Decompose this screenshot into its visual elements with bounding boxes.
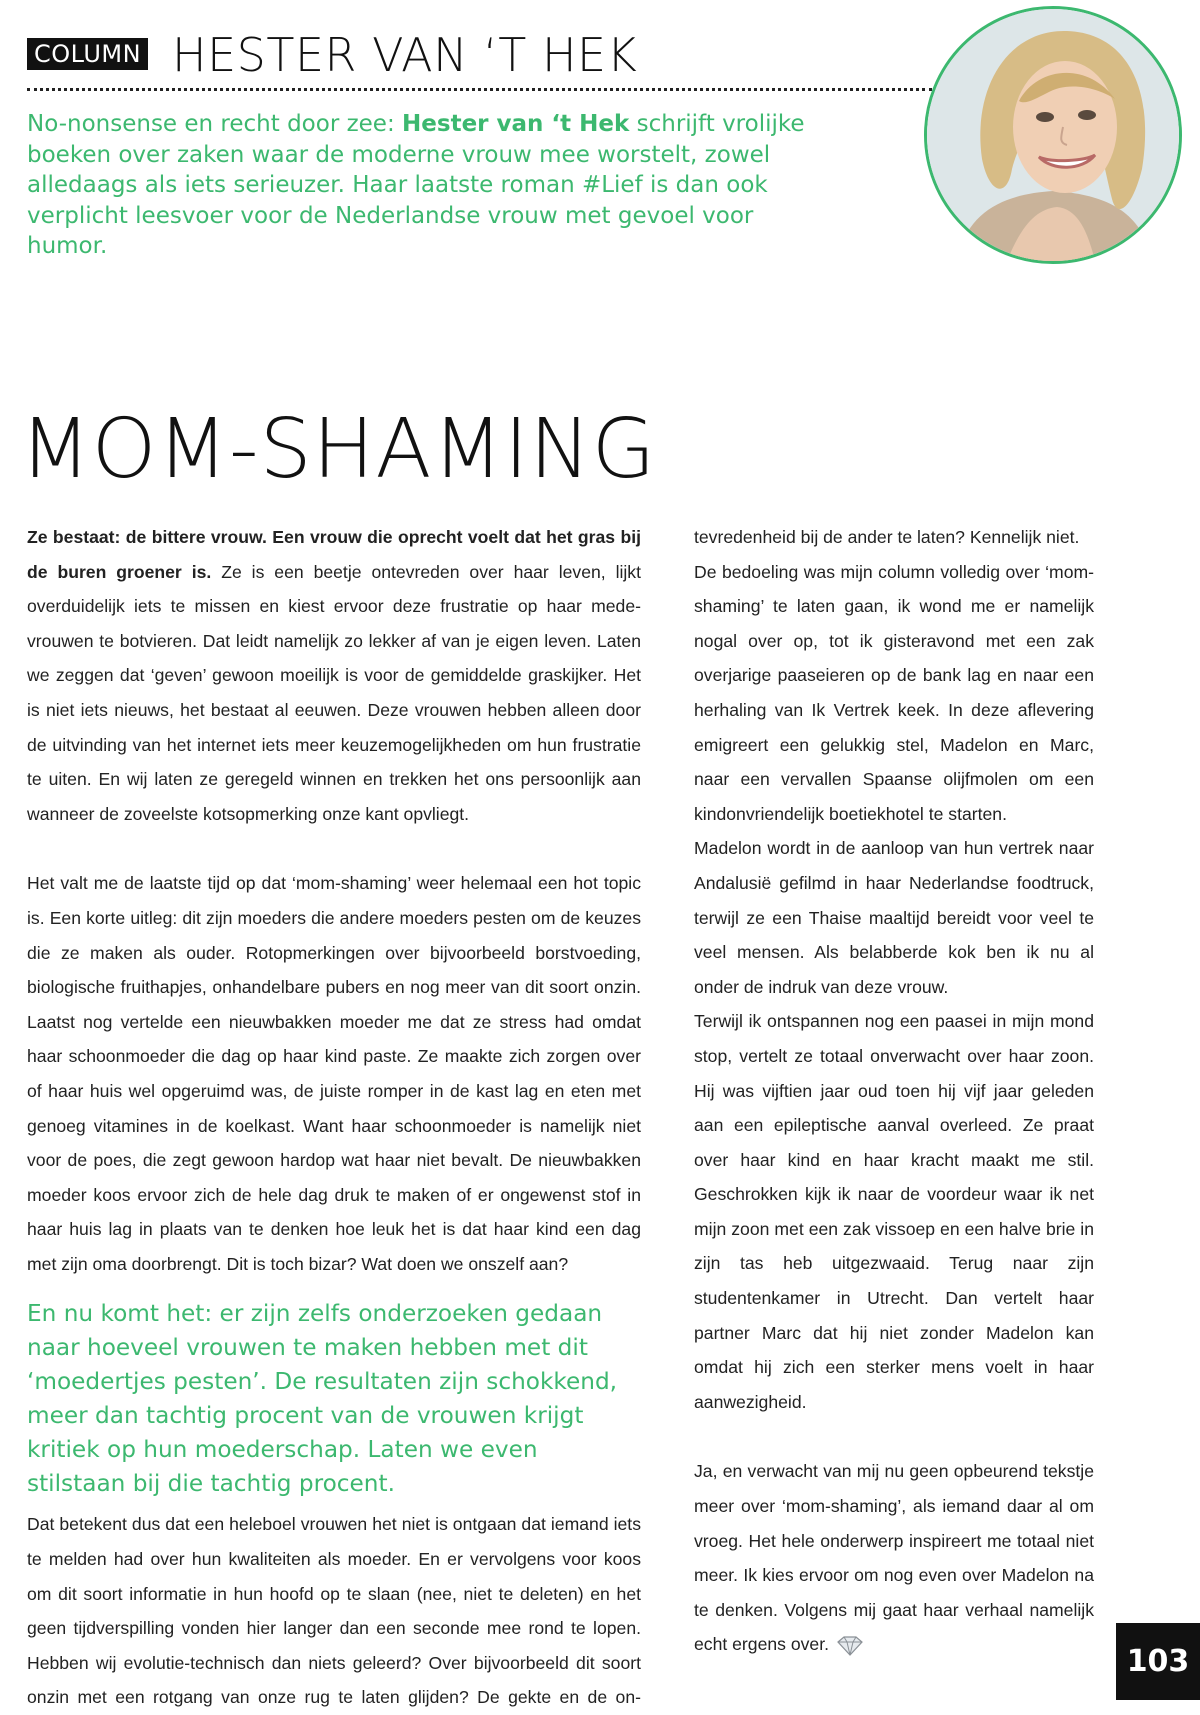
article-column-right — [694, 520, 1094, 1662]
article-paragraph — [27, 520, 641, 831]
article-paragraph: Madelon wordt in de aanloop van hun vertrek naar Andalusië gefilmd in haar Nederlandse foodtruck, terwijl ze een Thaise maaltijd bereidt voor veel te veel mensen. Als belabberde kok ben ik nu al onder de indruk van deze vrouw. — [694, 838, 1094, 997]
author-intro — [27, 109, 817, 262]
paragraph-text: Ja, en verwacht van mij nu geen opbeurend tekstje meer over ‘mom-shaming’, als iemand daar al om vroeg. Het hele onderwerp inspireert me totaal niet meer. Ik kies ervoor om nog even over Madelon na te denken. Volgens mij gaat haar verhaal namelijk echt ergens over. — [694, 1461, 1094, 1655]
article-column-left — [27, 520, 641, 1715]
paragraph-gap — [27, 831, 641, 866]
pull-quote: En nu komt het: er zijn zelfs onderzoeken gedaan naar hoeveel vrouwen te maken hebben met dit ‘moedertjes pesten’. De resultaten zijn schokkend, meer dan tachtig procent van de vrouwen krijgt kritiek op hun moederschap. Laten we even stilstaan bij die tachtig procent. — [27, 1300, 618, 1498]
article-paragraph: Het valt me de laatste tijd op dat ‘mom-shaming’ weer helemaal een hot topic is. Een korte uitleg: dit zijn moeders die andere moeders pesten om de keuzes die ze maken als ouder. Rotopmerkingen over bijvoorbeeld borstvoeding, biologische fruithapjes, onhandelbare pubers en nog meer van dit soort onzin. Laatst nog vertelde een nieuwbakken moeder me dat ze stress had omdat haar schoonmoeder die dag op haar kind paste. Ze maakte zich zorgen over of haar huis wel opgeruimd was, de juiste romper in de kast lag en eten met genoeg vitamines in de koelkast. Want haar schoonmoeder is namelijk niet voor de poes, die zegt gewoon hardop wat haar niet bevalt. De nieuwbakken moeder koos ervoor zich de hele dag druk te maken of er ongewenst stof in haar huis lag in plaats van te denken hoe leuk het is dat haar kind een dag met zijn oma doorbrengt. Dit is toch bizar? Wat doen we onszelf aan? — [27, 873, 641, 1274]
lead-text: Ze bestaat: de bittere vrouw. Een vrouw die oprecht voelt dat het gras bij de buren groener is. — [27, 527, 641, 582]
column-header — [27, 28, 932, 259]
paragraph-gap — [694, 1419, 1094, 1454]
article-paragraph: Dat betekent dus dat een heleboel vrouwen het niet is ontgaan dat iemand iets te melden had over hun kwaliteiten als moeder. En er vervolgens voor koos om dit soort informatie in hun hoofd op te slaan (nee, niet te deleten) en het geen tijdverspilling vonden hier langer dan een seconde mee rond te lopen. Hebben wij evolutie-technisch dan niets geleerd? Over bijvoorbeeld dit soort onzin met een rotgang van onze rug te laten glijden? De gekte en de on- — [27, 1514, 641, 1708]
article-title: MOM-SHAMING — [20, 402, 657, 497]
author-name: HESTER VAN ‘T HEK — [172, 28, 638, 82]
article-paragraph: De bedoeling was mijn column volledig over ‘mom-shaming’ te laten gaan, ik wond me er namelijk nogal over op, tot ik gisteravond met een zak overjarige paaseieren op de bank lag en naar een herhaling van Ik Vertrek keek. In deze aflevering emigreert een gelukkig stel, Madelon en Marc, naar een vervallen Spaanse olijfmolen om een kindonvriendelijk boetiekhotel te starten. — [694, 561, 1094, 824]
paragraph-text: Ze is een beetje ontevreden over haar leven, lijkt overduidelijk iets te missen en kiest ervoor deze frustratie op haar mede-vrouwen te botvieren. Dat leidt namelijk zo lekker af van je eigen leven. Laten we zeggen dat ‘geven’ gewoon moeilijk is voor de gemiddelde graskijker. Het is niet iets nieuws, het bestaat al eeuwen. Deze vrouwen hebben alleen door de uitvinding van het internet iets meer keuzemogelijkheden om hun frustratie te uiten. En wij laten ze geregeld winnen en trekken het ons persoonlijk aan wanneer de zoveelste kotsopmerking onze kant opvliegt. — [27, 561, 641, 824]
intro-post: schrijft vrolijke boeken over zaken waar de moderne vrouw mee worstelt, zowel alledaags als iets serieuzer. Haar laatste roman #Lief is dan ook verplicht leesvoer voor de Nederlandse vrouw met gevoel voor humor. — [27, 111, 805, 259]
intro-name: Hester van ‘t Hek — [402, 111, 630, 137]
dotted-divider — [27, 88, 932, 91]
article-paragraph: tevredenheid bij de ander te laten? Kennelijk niet. — [694, 527, 1080, 547]
intro-pre: No-nonsense en recht door zee: — [27, 111, 403, 137]
page-number: 103 — [1116, 1623, 1200, 1700]
portrait-photo — [927, 9, 1179, 261]
article-paragraph: Terwijl ik ontspannen nog een paasei in mijn mond stop, vertelt ze totaal onverwacht over haar zoon. Hij was vijftien jaar oud toen hij vijf jaar geleden aan een epileptische aanval overleed. Ze praat over haar kind en haar kracht maakt me stil. Geschrokken kijk ik naar de voordeur waar ik net mijn zoon met een zak vissoep en een halve brie in zijn tas heb uitgezwaaid. Terug naar zijn studentenkamer in Utrecht. Dan vertelt haar partner Marc dat hij niet zonder Madelon kan omdat hij zich een sterker mens voelt in haar aanwezigheid. — [694, 1011, 1094, 1412]
article-paragraph — [694, 1454, 1094, 1662]
author-portrait — [924, 6, 1182, 264]
column-badge: COLUMN — [27, 38, 148, 70]
diamond-icon — [835, 1635, 865, 1657]
